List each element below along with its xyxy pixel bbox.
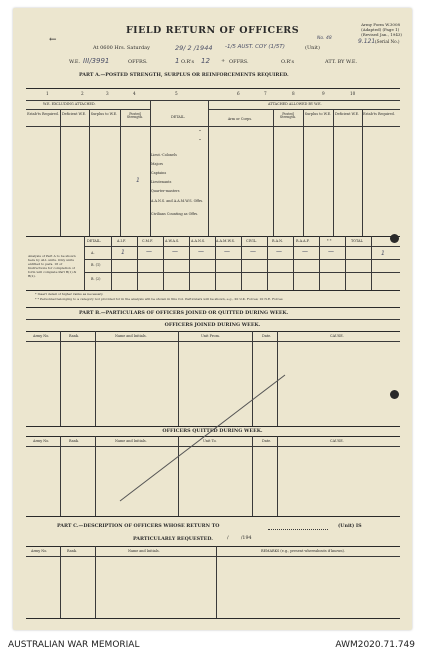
time-line-label: At 0600 Hrs. Saturday bbox=[93, 45, 150, 51]
rule bbox=[26, 546, 400, 547]
joined-col-header: Name and Initials. bbox=[115, 334, 147, 338]
footer-accession: AWM2020.71.749 bbox=[335, 640, 415, 650]
analysis-header: DETAIL. bbox=[87, 239, 102, 243]
bullet-marker: • bbox=[199, 129, 201, 133]
serial-label: (Serial No.) bbox=[375, 39, 400, 44]
joined-col-header: CAUSE. bbox=[330, 334, 344, 338]
quitted-col-header: Date. bbox=[262, 439, 272, 443]
col-header: Arm or Corps. bbox=[227, 117, 253, 121]
unit-value: -1/5 AUST. COY (1/5T) bbox=[225, 44, 285, 50]
quitted-col-header: Name and Initials. bbox=[115, 439, 147, 443]
rank-label: Lieutenants bbox=[151, 180, 172, 184]
analysis-value: — bbox=[146, 248, 152, 255]
analysis-value: — bbox=[198, 248, 204, 255]
rank-label: Majors bbox=[151, 162, 163, 166]
joined-col-header: Unit From. bbox=[201, 334, 220, 338]
rule bbox=[95, 546, 96, 618]
analysis-header: A.W.A.S. bbox=[165, 239, 180, 243]
att-label: ATT. BY W.E. bbox=[325, 59, 358, 65]
part-b-heading: PART B.—PARTICULARS OF OFFICERS JOINED OR QUITTED DURING WEEK. bbox=[79, 310, 289, 316]
analysis-row-label: B. (1) bbox=[91, 263, 101, 267]
offrs-value: 1 bbox=[175, 57, 180, 65]
corner-mark: No. 48 bbox=[317, 36, 332, 41]
col-number: 2 bbox=[81, 91, 84, 96]
analysis-value: — bbox=[224, 248, 230, 255]
analysis-value: — bbox=[276, 248, 282, 255]
part-c-requested: PARTICULARLY REQUESTED. bbox=[133, 536, 213, 542]
part-c-col-header: Rank. bbox=[67, 549, 77, 553]
col-header: Posted Strength. bbox=[279, 112, 297, 120]
joined-col-header: Date. bbox=[262, 334, 272, 338]
footnote-1: * Insert detail of higher ranks as necessary. bbox=[35, 292, 104, 296]
col-number: 6 bbox=[237, 91, 240, 96]
analysis-note: Analysis of Part A to be shown here by ALL units. Only units entitled to para. 16 of Instructions for completion of form will complete Part B(1) & B(2). bbox=[28, 254, 77, 278]
rule bbox=[26, 618, 400, 619]
quitted-col-header: Unit To. bbox=[203, 439, 217, 443]
col-header: Posted Strength. bbox=[126, 112, 144, 120]
analysis-header: TOTAL bbox=[351, 239, 363, 243]
unit-label: (Unit) bbox=[305, 45, 320, 51]
punch-hole bbox=[390, 234, 399, 243]
rule bbox=[26, 556, 400, 557]
analysis-value: — bbox=[250, 248, 256, 255]
analysis-header: * * bbox=[327, 239, 332, 243]
col-number: 10 bbox=[350, 91, 356, 96]
analysis-value: 1 bbox=[121, 249, 125, 256]
detail-header: DETAIL. bbox=[171, 115, 186, 119]
joined-col-header: Army No. bbox=[33, 334, 50, 338]
part-c-heading: PART C.—DESCRIPTION OF OFFICERS WHOSE RETURN TO bbox=[57, 523, 220, 529]
analysis-header: CIVIL. bbox=[246, 239, 258, 243]
quitted-heading: OFFICERS QUITTED DURING WEEK. bbox=[162, 428, 263, 434]
analysis-row-label: A. bbox=[91, 251, 95, 255]
col-number: 4 bbox=[133, 91, 136, 96]
rank-label: Civilians Counting as Offrs. bbox=[151, 212, 199, 216]
analysis-value: 1 bbox=[381, 250, 385, 257]
col-number: 1 bbox=[46, 91, 49, 96]
joined-heading: OFFICERS JOINED DURING WEEK. bbox=[164, 322, 261, 328]
col-header: Deficient W.E. bbox=[334, 112, 360, 116]
rule bbox=[26, 516, 400, 517]
footnote-2: * * Personnel belonging to a category not provided for in the analysis will be shown in this Col. Particulars will be shown, e.g., 20 U.K. Forces; 10 N.E. Forces bbox=[35, 297, 283, 301]
part-c-unit-is: (Unit) IS bbox=[338, 523, 362, 529]
analysis-header: R.A.A.F. bbox=[296, 239, 310, 243]
analysis-header: C.M.F. bbox=[142, 239, 154, 243]
analysis-row-label: B. (2) bbox=[91, 277, 101, 281]
col-number: 5 bbox=[175, 91, 178, 96]
rank-label: Captains bbox=[151, 171, 167, 175]
joined-col-header: Rank. bbox=[69, 334, 79, 338]
rank-label: A.A.N.S. and A.A.M.W.S. Offrs. bbox=[151, 199, 204, 203]
col-header: Deficient W.E. bbox=[61, 112, 87, 116]
quitted-col-header: CAUSE. bbox=[330, 439, 344, 443]
form-sheet bbox=[13, 8, 412, 630]
offrs2-label: OFFRS. bbox=[229, 59, 249, 65]
punch-hole bbox=[390, 390, 399, 399]
col-header: Estab'ts Required. bbox=[363, 112, 395, 116]
right-group-label: ATTACHED ALLOWED BY W.E. bbox=[268, 102, 322, 106]
analysis-header: A.A.M.W.S. bbox=[216, 239, 235, 243]
rank-label: Lieut.-Colonels bbox=[151, 153, 177, 157]
part-c-date: / /194 bbox=[227, 536, 252, 541]
col-header: Estab'ts Required. bbox=[27, 112, 59, 116]
blank-line bbox=[268, 529, 328, 530]
posted-strength-mark: 1 bbox=[136, 177, 140, 184]
analysis-header: A.I.F. bbox=[117, 239, 126, 243]
ors2-label: O.R's bbox=[281, 59, 295, 65]
date-value: 29/ 2 /1944 bbox=[175, 44, 213, 52]
rule bbox=[60, 546, 61, 618]
form-number: Army Form W.3008 (Adapted) (Page 1) (Revised Jan., 1943) bbox=[361, 22, 402, 37]
bullet-marker: • bbox=[199, 138, 201, 142]
rank-label: Quarter-masters bbox=[151, 189, 180, 193]
col-number: 7 bbox=[264, 91, 267, 96]
part-a-heading: PART A.—POSTED STRENGTH, SURPLUS OR REINFORCEMENTS REQUIRED. bbox=[79, 72, 289, 78]
we-label: W.E. bbox=[69, 59, 81, 65]
arrow-icon: ← bbox=[49, 35, 57, 45]
rule bbox=[216, 546, 217, 618]
analysis-value: — bbox=[328, 248, 334, 255]
part-c-col-header: Name and Initials. bbox=[128, 549, 160, 553]
analysis-header: A.A.N.S. bbox=[191, 239, 206, 243]
analysis-header: R.A.N. bbox=[272, 239, 283, 243]
plus-sign: + bbox=[221, 58, 226, 64]
col-header: Surplus to W.E. bbox=[304, 112, 332, 116]
we-value: III/3991 bbox=[83, 57, 110, 65]
col-number: 9 bbox=[322, 91, 325, 96]
ors-value: 12 bbox=[201, 57, 210, 65]
part-c-col-header: REMARKS (e.g., present whereabouts if known). bbox=[261, 549, 345, 553]
quitted-col-header: Rank. bbox=[69, 439, 79, 443]
col-number: 8 bbox=[292, 91, 295, 96]
serial-value: 9.121. bbox=[358, 38, 378, 45]
form-title: FIELD RETURN OF OFFICERS bbox=[125, 25, 300, 36]
col-header: Surplus to W.E. bbox=[90, 112, 118, 116]
ors-label: O.R's bbox=[181, 59, 195, 65]
analysis-value: — bbox=[172, 248, 178, 255]
footer-institution: AUSTRALIAN WAR MEMORIAL bbox=[8, 640, 140, 650]
quitted-col-header: Army No. bbox=[33, 439, 50, 443]
offrs-label: OFFRS. bbox=[128, 59, 148, 65]
left-group-label: W.E. EXCLUDING ATTACHED. bbox=[43, 102, 96, 106]
col-number: 3 bbox=[106, 91, 109, 96]
analysis-value: — bbox=[302, 248, 308, 255]
part-c-col-header: Army No. bbox=[31, 549, 48, 553]
